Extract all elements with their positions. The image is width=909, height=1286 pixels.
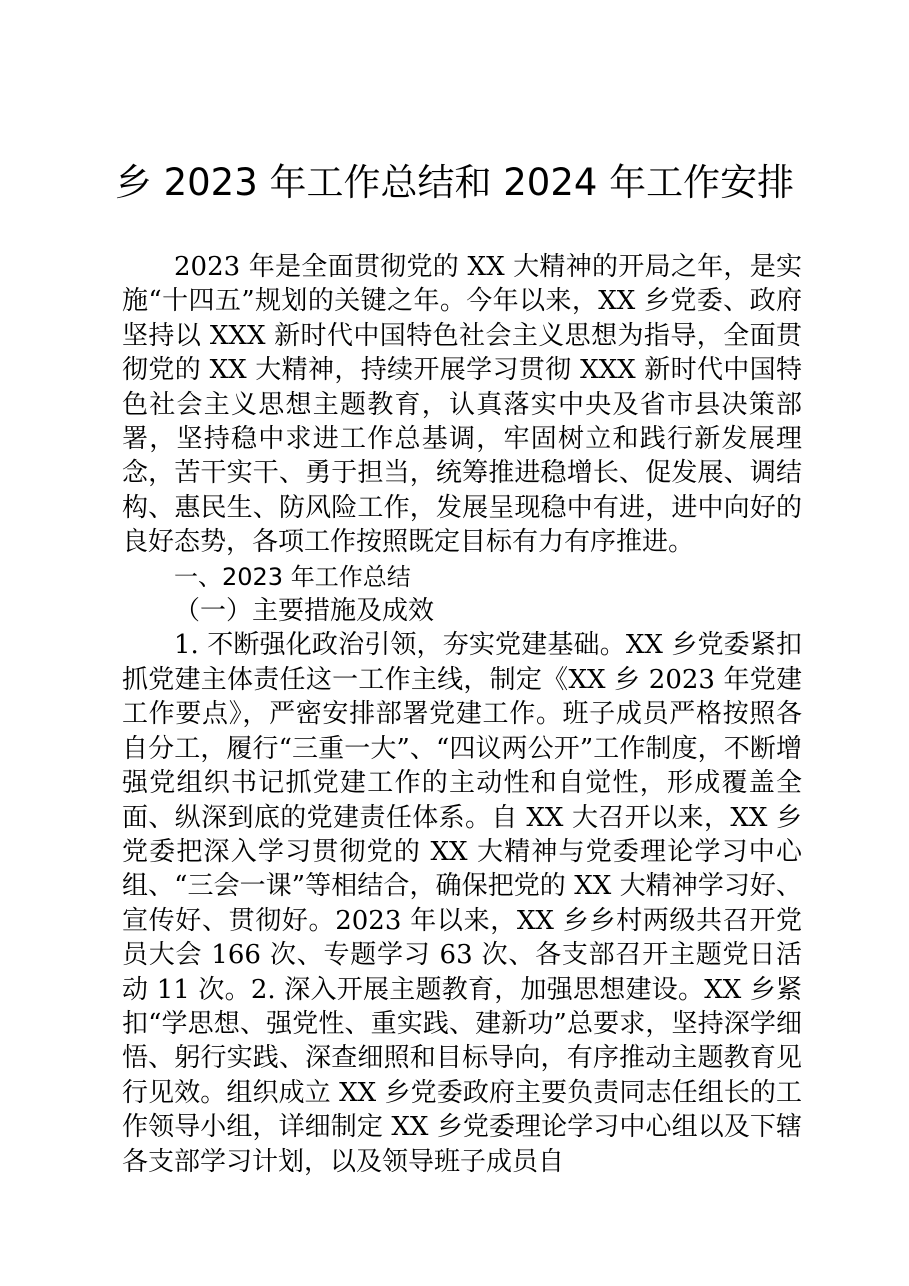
document-title: 乡 2023 年工作总结和 2024 年工作安排 — [114, 161, 795, 204]
body-paragraph-1: 1. 不断强化政治引领，夯实党建基础。XX 乡党委紧扣抓党建主体责任这一工作主线，制定《XX 乡 2023 年党建工作要点》，严密安排部署党建工作。班子成员严格按照各自分工，履行“三重一大”、“四议两公开”工作制度，不断增强党组织书记抓党建工作的主动性和自觉性，形成覆盖全面、纵深到底的党建责任体系。自 XX 大召开以来，XX 乡党委把深入学习贯彻党的 XX 大精神与党委理论学习中心组、“三会一课”等相结合，确保把党的 XX 大精神学习好、宣传好、贯彻好。2023 年以来，XX 乡乡村两级共召开党员大会 166 次、专题学习 63 次、各支部召开主题党日活动 11 次。2. 深入开展主题教育，加强思想建设。XX 乡紧扣“学思想、强党性、重实践、建新功”总要求，坚持深学细悟、躬行实践、深查细照和目标导向，有序推动主题教育见行见效。组织成立 XX 乡党委政府主要负责同志任组长的工作领导小组，详细制定 XX 乡党委理论学习中心组以及下辖各支部学习计划，以及领导班子成员自 — [122, 630, 802, 1177]
subsection-heading-1: （一）主要措施及成效 — [174, 596, 435, 627]
intro-paragraph: 2023 年是全面贯彻党的 XX 大精神的开局之年，是实施“十四五”规划的关键之年。今年以来，XX 乡党委、政府坚持以 XXX 新时代中国特色社会主义思想为指导，全面贯彻党的 XX 大精神，持续开展学习贯彻 XXX 新时代中国特色社会主义思想主题教育，认真落实中央及省市县决策部署，坚持稳中求进工作总基调，牢固树立和践行新发展理念，苦干实干、勇于担当，统筹推进稳增长、促发展、调结构、惠民生、防风险工作，发展呈现稳中有进，进中向好的良好态势，各项工作按照既定目标有力有序推进。 — [122, 252, 802, 558]
document-body — [122, 250, 802, 1179]
section-heading-1: 一、2023 年工作总结 — [174, 562, 411, 591]
